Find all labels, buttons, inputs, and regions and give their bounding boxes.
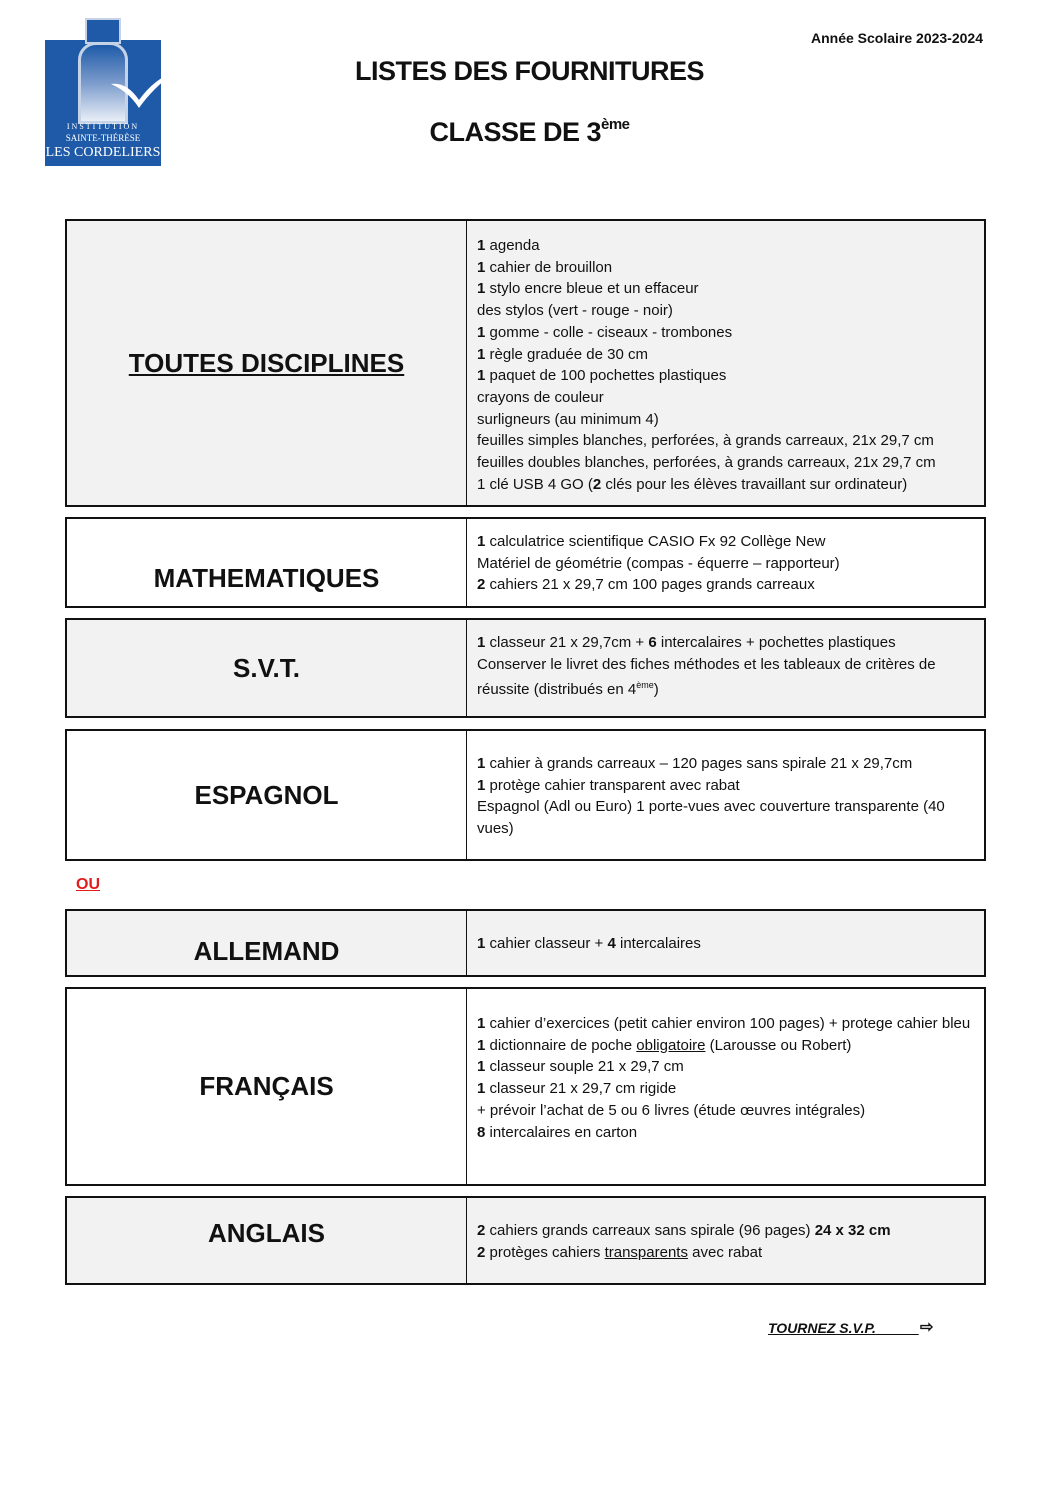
class-title xyxy=(0,116,1059,148)
section-espagnol xyxy=(65,729,986,861)
list-item: 1 classeur souple 21 x 29,7 cm xyxy=(477,1058,684,1076)
list-item: 1 agenda xyxy=(477,237,540,254)
list-item: 1 stylo encre bleue et un effaceur xyxy=(477,280,699,298)
section-anglais xyxy=(65,1196,986,1285)
supply-list xyxy=(467,1198,984,1283)
list-item: 1 classeur 21 x 29,7 cm rigide xyxy=(477,1080,677,1098)
supply-list xyxy=(467,989,984,1184)
list-item: Matériel de géométrie (compas - équerre – rapporteur) xyxy=(477,554,840,572)
supply-list xyxy=(467,519,984,606)
logo-line-1: INSTITUTION xyxy=(66,122,140,131)
list-item: des stylos (vert - rouge - noir) xyxy=(477,302,673,320)
subject-heading: MATHEMATIQUES xyxy=(67,519,467,606)
list-item: 2 cahiers 21 x 29,7 cm 100 pages grands carreaux xyxy=(477,576,815,594)
subject-heading: ESPAGNOL xyxy=(67,731,467,859)
list-item: 2 protèges cahiers transparents avec rabat xyxy=(477,1243,763,1261)
or-separator: OU xyxy=(76,876,100,893)
subject-heading xyxy=(67,221,467,505)
list-item: 2 cahiers grands carreaux sans spirale (96 pages) 24 x 32 cm xyxy=(477,1222,891,1239)
list-item: surligneurs (au minimum 4) xyxy=(477,410,659,428)
list-item: feuilles simples blanches, perforées, à grands carreaux, 21x 29,7 cm xyxy=(477,432,934,450)
list-item: Espagnol (Adl ou Euro) 1 porte-vues avec couverture transparente (40 vues) xyxy=(477,798,945,838)
supply-list xyxy=(467,221,984,505)
list-item: + prévoir l’achat de 5 ou 6 livres (étude œuvres intégrales) xyxy=(477,1101,866,1119)
list-item: 1 dictionnaire de poche obligatoire (Larousse ou Robert) xyxy=(477,1036,852,1054)
section-allemand xyxy=(65,909,986,977)
turn-page-note: TOURNEZ S.V.P. xyxy=(768,1320,876,1336)
supply-list xyxy=(467,911,984,975)
list-item: 1 cahier à grands carreaux – 120 pages sans spirale 21 x 29,7cm xyxy=(477,755,913,772)
list-item: 1 clé USB 4 GO (2 clés pour les élèves travaillant sur ordinateur) xyxy=(477,475,908,493)
class-prefix: CLASSE DE 3 xyxy=(429,117,601,147)
list-item: 1 paquet de 100 pochettes plastiques xyxy=(477,367,727,385)
logo-line-3: LES CORDELIERS xyxy=(45,145,161,160)
list-item: feuilles doubles blanches, perforées, à grands carreaux, 21x 29,7 cm xyxy=(477,454,936,472)
list-item: 1 cahier de brouillon xyxy=(477,258,613,276)
subject-heading: FRANÇAIS xyxy=(67,989,467,1184)
section-toutes-disciplines xyxy=(65,219,986,507)
page-title: LISTES DES FOURNITURES xyxy=(354,56,705,86)
class-suffix: ème xyxy=(601,116,630,133)
subject-label: TOUTES DISCIPLINES xyxy=(128,347,405,378)
list-item: 1 gomme - colle - ciseaux - trombones xyxy=(477,323,733,341)
list-item: crayons de couleur xyxy=(477,388,604,406)
logo-line-2: SAINTE-THÉRÈSE xyxy=(65,133,141,143)
subject-heading: ALLEMAND xyxy=(67,911,467,975)
list-item: 1 règle graduée de 30 cm xyxy=(477,345,648,363)
subject-heading: ANGLAIS xyxy=(67,1198,467,1283)
list-item: 1 cahier classeur + 4 intercalaires xyxy=(477,935,701,952)
list-item: 1 calculatrice scientifique CASIO Fx 92 Collège New xyxy=(477,533,826,550)
list-item: 1 cahier d’exercices (petit cahier environ 100 pages) + protege cahier bleu xyxy=(477,1015,971,1032)
subject-heading: S.V.T. xyxy=(67,620,467,716)
logo-tower xyxy=(85,18,121,44)
arrow-right-icon: ⇨ xyxy=(920,1319,934,1336)
section-mathematiques xyxy=(65,517,986,608)
section-svt xyxy=(65,618,986,718)
list-item: 1 protège cahier transparent avec rabat xyxy=(477,776,740,794)
list-item: 8 intercalaires en carton xyxy=(477,1123,638,1141)
supply-list xyxy=(467,620,984,716)
supply-list xyxy=(467,731,984,859)
school-year: Année Scolaire 2023-2024 xyxy=(811,30,983,46)
list-item: 1 classeur 21 x 29,7cm + 6 intercalaires + pochettes plastiques xyxy=(477,634,896,651)
list-item: Conserver le livret des fiches méthodes et les tableaux de critères de réussite (distribués en 4ème) xyxy=(477,655,936,699)
section-francais xyxy=(65,987,986,1186)
